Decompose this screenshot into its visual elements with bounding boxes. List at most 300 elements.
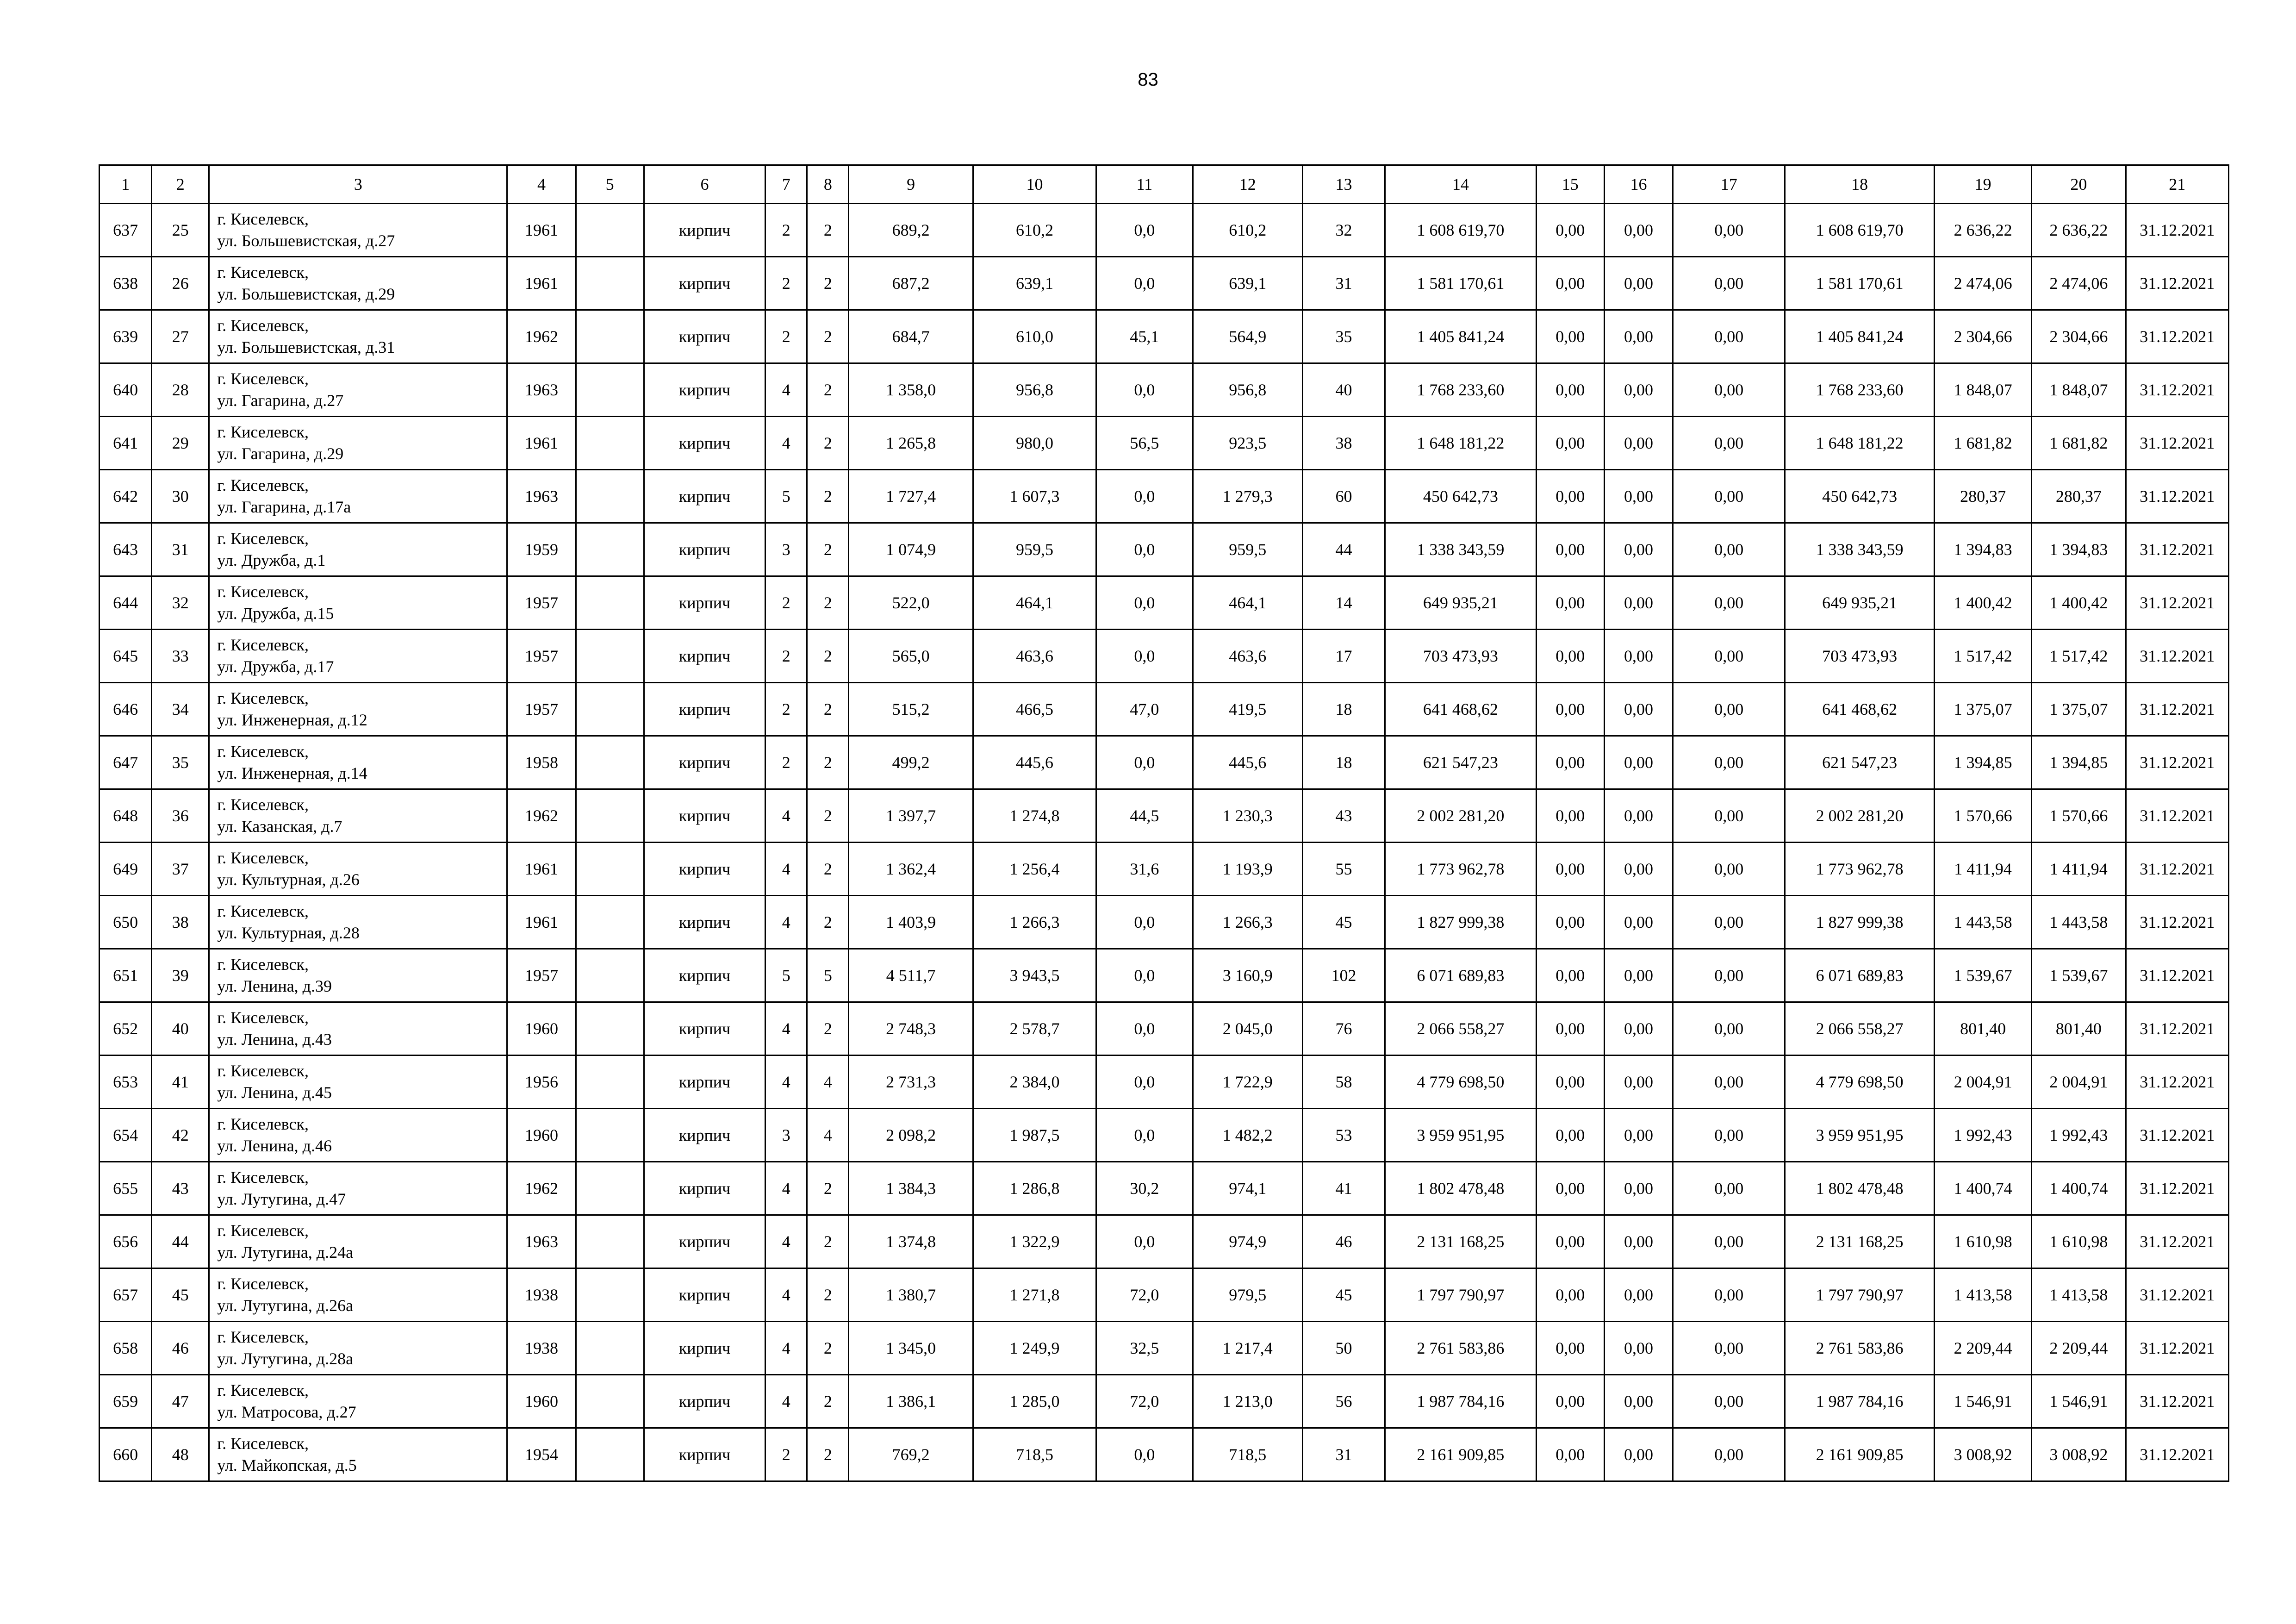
col16-cell: 0,00 [1604,204,1673,257]
col7-cell: 4 [765,1215,807,1268]
table-row [100,1322,2229,1375]
col16-cell: 0,00 [1604,310,1673,363]
col10-cell: 1 266,3 [973,896,1096,949]
col20-cell: 2 209,44 [2032,1322,2126,1375]
col21-cell: 31.12.2021 [2126,310,2228,363]
year-built-cell: 1956 [507,1056,576,1109]
address-city: г. Киселевск, [217,1274,309,1293]
address-city: г. Киселевск, [217,423,309,441]
year-built-cell: 1957 [507,630,576,683]
col8-cell: 2 [807,1162,849,1215]
row-number: 655 [100,1162,152,1215]
col12-cell: 2 045,0 [1193,1002,1302,1056]
col17-cell: 0,00 [1673,630,1785,683]
address-street: ул. Большевистская, д.31 [217,338,395,356]
col10-cell: 1 256,4 [973,843,1096,896]
col14-cell: 2 066 558,27 [1385,1002,1536,1056]
col9-cell: 684,7 [849,310,973,363]
col18-cell: 2 761 583,86 [1785,1322,1934,1375]
wall-material-cell: кирпич [644,576,765,630]
col9-cell: 1 362,4 [849,843,973,896]
col21-cell: 31.12.2021 [2126,736,2228,789]
address-street: ул. Казанская, д.7 [217,817,342,836]
col7-cell: 4 [765,1002,807,1056]
column-header: 19 [1934,165,2031,204]
col16-cell: 0,00 [1604,523,1673,576]
col5-cell [576,1428,644,1481]
col17-cell: 0,00 [1673,1428,1785,1481]
col14-cell: 1 802 478,48 [1385,1162,1536,1215]
col8-cell: 2 [807,1268,849,1322]
col9-cell: 1 727,4 [849,470,973,523]
year-built-cell: 1938 [507,1322,576,1375]
col14-cell: 2 131 168,25 [1385,1215,1536,1268]
col19-cell: 1 394,85 [1934,736,2031,789]
col10-cell: 1 322,9 [973,1215,1096,1268]
col9-cell: 1 345,0 [849,1322,973,1375]
col19-cell: 2 209,44 [1934,1322,2031,1375]
col13-cell: 45 [1302,1268,1385,1322]
col9-cell: 4 511,7 [849,949,973,1002]
row-number: 658 [100,1322,152,1375]
col5-cell [576,949,644,1002]
col18-cell: 703 473,93 [1785,630,1934,683]
col7-cell: 2 [765,683,807,736]
col17-cell: 0,00 [1673,470,1785,523]
address-street: ул. Ленина, д.46 [217,1137,332,1155]
address-street: ул. Культурная, д.28 [217,924,360,942]
col7-cell: 4 [765,1162,807,1215]
row-number: 641 [100,417,152,470]
col9-cell: 1 374,8 [849,1215,973,1268]
col5-cell [576,630,644,683]
col12-cell: 974,1 [1193,1162,1302,1215]
col7-cell: 5 [765,949,807,1002]
table-row [100,949,2229,1002]
column-header: 4 [507,165,576,204]
col20-cell: 1 570,66 [2032,789,2126,843]
col14-cell: 703 473,93 [1385,630,1536,683]
col16-cell: 0,00 [1604,1322,1673,1375]
address-city: г. Киселевск, [217,582,309,601]
address-cell [209,470,507,523]
col21-cell: 31.12.2021 [2126,949,2228,1002]
col11-cell: 72,0 [1096,1375,1193,1428]
table-row [100,789,2229,843]
year-built-cell: 1957 [507,576,576,630]
col8-cell: 2 [807,789,849,843]
col10-cell: 445,6 [973,736,1096,789]
col10-cell: 718,5 [973,1428,1096,1481]
address-cell [209,363,507,417]
col15-cell: 0,00 [1536,576,1604,630]
column-header: 21 [2126,165,2228,204]
col19-cell: 1 400,74 [1934,1162,2031,1215]
col12-cell: 610,2 [1193,204,1302,257]
sub-number: 29 [152,417,209,470]
col13-cell: 43 [1302,789,1385,843]
col20-cell: 1 681,82 [2032,417,2126,470]
col17-cell: 0,00 [1673,1002,1785,1056]
sub-number: 28 [152,363,209,417]
address-cell [209,204,507,257]
col20-cell: 1 400,42 [2032,576,2126,630]
col21-cell: 31.12.2021 [2126,1375,2228,1428]
col7-cell: 2 [765,204,807,257]
wall-material-cell: кирпич [644,470,765,523]
address-city: г. Киселевск, [217,636,309,654]
col10-cell: 956,8 [973,363,1096,417]
col16-cell: 0,00 [1604,1268,1673,1322]
col21-cell: 31.12.2021 [2126,896,2228,949]
col11-cell: 72,0 [1096,1268,1193,1322]
col12-cell: 464,1 [1193,576,1302,630]
col16-cell: 0,00 [1604,1056,1673,1109]
col14-cell: 1 987 784,16 [1385,1375,1536,1428]
col19-cell: 1 394,83 [1934,523,2031,576]
col8-cell: 2 [807,576,849,630]
col16-cell: 0,00 [1604,843,1673,896]
col16-cell: 0,00 [1604,630,1673,683]
sub-number: 44 [152,1215,209,1268]
col18-cell: 1 648 181,22 [1785,417,1934,470]
col18-cell: 4 779 698,50 [1785,1056,1934,1109]
wall-material-cell: кирпич [644,1322,765,1375]
column-header: 17 [1673,165,1785,204]
col9-cell: 2 098,2 [849,1109,973,1162]
col10-cell: 610,0 [973,310,1096,363]
col9-cell: 769,2 [849,1428,973,1481]
col10-cell: 2 384,0 [973,1056,1096,1109]
page-number: 83 [1138,69,1158,90]
address-city: г. Киселевск, [217,1062,309,1080]
col15-cell: 0,00 [1536,1002,1604,1056]
address-cell [209,1375,507,1428]
col11-cell: 0,0 [1096,1056,1193,1109]
col19-cell: 2 636,22 [1934,204,2031,257]
wall-material-cell: кирпич [644,789,765,843]
address-street: ул. Инженерная, д.14 [217,764,367,782]
address-cell [209,257,507,310]
table-row [100,204,2229,257]
col5-cell [576,1162,644,1215]
col10-cell: 1 286,8 [973,1162,1096,1215]
col15-cell: 0,00 [1536,683,1604,736]
address-city: г. Киселевск, [217,316,309,335]
col7-cell: 4 [765,1268,807,1322]
table-row [100,843,2229,896]
address-cell [209,1002,507,1056]
col11-cell: 0,0 [1096,949,1193,1002]
col20-cell: 3 008,92 [2032,1428,2126,1481]
col16-cell: 0,00 [1604,896,1673,949]
col5-cell [576,683,644,736]
col18-cell: 1 768 233,60 [1785,363,1934,417]
table-row [100,417,2229,470]
col21-cell: 31.12.2021 [2126,1322,2228,1375]
col13-cell: 18 [1302,683,1385,736]
col8-cell: 2 [807,310,849,363]
column-header: 6 [644,165,765,204]
sub-number: 39 [152,949,209,1002]
col5-cell [576,576,644,630]
col19-cell: 1 539,67 [1934,949,2031,1002]
col15-cell: 0,00 [1536,1322,1604,1375]
col19-cell: 2 474,06 [1934,257,2031,310]
col20-cell: 801,40 [2032,1002,2126,1056]
col7-cell: 2 [765,736,807,789]
address-city: г. Киселевск, [217,795,309,814]
wall-material-cell: кирпич [644,310,765,363]
col9-cell: 1 386,1 [849,1375,973,1428]
year-built-cell: 1961 [507,257,576,310]
col14-cell: 1 797 790,97 [1385,1268,1536,1322]
col15-cell: 0,00 [1536,1109,1604,1162]
address-cell [209,949,507,1002]
col5-cell [576,257,644,310]
address-street: ул. Большевистская, д.27 [217,231,395,250]
table-row [100,1215,2229,1268]
address-street: ул. Лутугина, д.28а [217,1349,354,1368]
column-header: 16 [1604,165,1673,204]
row-number: 647 [100,736,152,789]
col17-cell: 0,00 [1673,1056,1785,1109]
col17-cell: 0,00 [1673,843,1785,896]
col7-cell: 2 [765,576,807,630]
col19-cell: 1 848,07 [1934,363,2031,417]
wall-material-cell: кирпич [644,1428,765,1481]
wall-material-cell: кирпич [644,843,765,896]
col17-cell: 0,00 [1673,363,1785,417]
col13-cell: 17 [1302,630,1385,683]
wall-material-cell: кирпич [644,363,765,417]
address-city: г. Киселевск, [217,529,309,548]
column-header: 13 [1302,165,1385,204]
col10-cell: 1 285,0 [973,1375,1096,1428]
col5-cell [576,736,644,789]
col10-cell: 610,2 [973,204,1096,257]
row-number: 640 [100,363,152,417]
col14-cell: 649 935,21 [1385,576,1536,630]
col8-cell: 2 [807,1322,849,1375]
column-header: 9 [849,165,973,204]
col9-cell: 2 748,3 [849,1002,973,1056]
col9-cell: 515,2 [849,683,973,736]
col10-cell: 1 987,5 [973,1109,1096,1162]
col21-cell: 31.12.2021 [2126,1428,2228,1481]
col14-cell: 2 161 909,85 [1385,1428,1536,1481]
sub-number: 48 [152,1428,209,1481]
col9-cell: 1 358,0 [849,363,973,417]
address-street: ул. Лутугина, д.26а [217,1296,354,1315]
col15-cell: 0,00 [1536,736,1604,789]
row-number: 656 [100,1215,152,1268]
row-number: 643 [100,523,152,576]
col5-cell [576,843,644,896]
col20-cell: 1 400,74 [2032,1162,2126,1215]
col16-cell: 0,00 [1604,1109,1673,1162]
col13-cell: 102 [1302,949,1385,1002]
col13-cell: 40 [1302,363,1385,417]
col8-cell: 2 [807,363,849,417]
col8-cell: 2 [807,470,849,523]
address-street: ул. Гагарина, д.27 [217,391,344,410]
col8-cell: 2 [807,736,849,789]
col15-cell: 0,00 [1536,257,1604,310]
col11-cell: 0,0 [1096,363,1193,417]
col13-cell: 46 [1302,1215,1385,1268]
col17-cell: 0,00 [1673,1109,1785,1162]
col19-cell: 1 610,98 [1934,1215,2031,1268]
col16-cell: 0,00 [1604,1002,1673,1056]
col8-cell: 2 [807,683,849,736]
row-number: 653 [100,1056,152,1109]
col13-cell: 18 [1302,736,1385,789]
col21-cell: 31.12.2021 [2126,363,2228,417]
address-street: ул. Инженерная, д.12 [217,711,367,729]
col21-cell: 31.12.2021 [2126,1215,2228,1268]
col12-cell: 1 213,0 [1193,1375,1302,1428]
col15-cell: 0,00 [1536,789,1604,843]
col12-cell: 419,5 [1193,683,1302,736]
address-city: г. Киселевск, [217,1008,309,1027]
year-built-cell: 1959 [507,523,576,576]
col9-cell: 522,0 [849,576,973,630]
column-header: 10 [973,165,1096,204]
col18-cell: 450 642,73 [1785,470,1934,523]
row-number: 639 [100,310,152,363]
year-built-cell: 1957 [507,949,576,1002]
wall-material-cell: кирпич [644,257,765,310]
address-city: г. Киселевск, [217,955,309,974]
col13-cell: 58 [1302,1056,1385,1109]
col7-cell: 4 [765,1375,807,1428]
col16-cell: 0,00 [1604,1375,1673,1428]
col12-cell: 1 279,3 [1193,470,1302,523]
year-built-cell: 1960 [507,1109,576,1162]
address-street: ул. Майкопская, д.5 [217,1456,357,1474]
col11-cell: 0,0 [1096,736,1193,789]
col13-cell: 76 [1302,1002,1385,1056]
col11-cell: 0,0 [1096,1002,1193,1056]
col16-cell: 0,00 [1604,736,1673,789]
sub-number: 31 [152,523,209,576]
col13-cell: 32 [1302,204,1385,257]
table-row [100,1268,2229,1322]
year-built-cell: 1960 [507,1375,576,1428]
address-city: г. Киселевск, [217,369,309,388]
col12-cell: 923,5 [1193,417,1302,470]
address-cell [209,843,507,896]
col7-cell: 4 [765,1322,807,1375]
wall-material-cell: кирпич [644,736,765,789]
table-row [100,1109,2229,1162]
col17-cell: 0,00 [1673,1162,1785,1215]
year-built-cell: 1961 [507,417,576,470]
col8-cell: 2 [807,1002,849,1056]
col16-cell: 0,00 [1604,417,1673,470]
col20-cell: 1 443,58 [2032,896,2126,949]
col17-cell: 0,00 [1673,896,1785,949]
col17-cell: 0,00 [1673,204,1785,257]
wall-material-cell: кирпич [644,630,765,683]
col8-cell: 4 [807,1056,849,1109]
row-number: 644 [100,576,152,630]
wall-material-cell: кирпич [644,1109,765,1162]
col19-cell: 1 546,91 [1934,1375,2031,1428]
col10-cell: 464,1 [973,576,1096,630]
col9-cell: 1 380,7 [849,1268,973,1322]
col16-cell: 0,00 [1604,1215,1673,1268]
sub-number: 40 [152,1002,209,1056]
col17-cell: 0,00 [1673,1322,1785,1375]
col21-cell: 31.12.2021 [2126,576,2228,630]
column-header: 5 [576,165,644,204]
col11-cell: 56,5 [1096,417,1193,470]
row-number: 646 [100,683,152,736]
col20-cell: 280,37 [2032,470,2126,523]
col8-cell: 2 [807,1428,849,1481]
col17-cell: 0,00 [1673,417,1785,470]
col5-cell [576,1268,644,1322]
col10-cell: 3 943,5 [973,949,1096,1002]
col14-cell: 6 071 689,83 [1385,949,1536,1002]
sub-number: 47 [152,1375,209,1428]
col5-cell [576,1215,644,1268]
address-cell [209,1215,507,1268]
col18-cell: 1 773 962,78 [1785,843,1934,896]
col7-cell: 4 [765,843,807,896]
col5-cell [576,1002,644,1056]
sub-number: 27 [152,310,209,363]
row-number: 642 [100,470,152,523]
col14-cell: 621 547,23 [1385,736,1536,789]
col19-cell: 1 443,58 [1934,896,2031,949]
col14-cell: 2 002 281,20 [1385,789,1536,843]
address-street: ул. Ленина, д.39 [217,977,332,995]
col8-cell: 2 [807,257,849,310]
col12-cell: 1 217,4 [1193,1322,1302,1375]
col5-cell [576,310,644,363]
sub-number: 32 [152,576,209,630]
col8-cell: 4 [807,1109,849,1162]
col13-cell: 31 [1302,257,1385,310]
col14-cell: 1 768 233,60 [1385,363,1536,417]
col20-cell: 2 004,91 [2032,1056,2126,1109]
col7-cell: 2 [765,630,807,683]
col11-cell: 0,0 [1096,1428,1193,1481]
address-street: ул. Дружба, д.15 [217,604,334,623]
col17-cell: 0,00 [1673,1215,1785,1268]
col7-cell: 2 [765,310,807,363]
address-cell [209,1322,507,1375]
col18-cell: 2 002 281,20 [1785,789,1934,843]
col15-cell: 0,00 [1536,204,1604,257]
col11-cell: 0,0 [1096,204,1193,257]
col16-cell: 0,00 [1604,789,1673,843]
col15-cell: 0,00 [1536,1215,1604,1268]
col19-cell: 2 304,66 [1934,310,2031,363]
col5-cell [576,1109,644,1162]
sub-number: 33 [152,630,209,683]
col5-cell [576,523,644,576]
year-built-cell: 1961 [507,896,576,949]
wall-material-cell: кирпич [644,204,765,257]
row-number: 657 [100,1268,152,1322]
col12-cell: 1 722,9 [1193,1056,1302,1109]
col17-cell: 0,00 [1673,683,1785,736]
col14-cell: 1 581 170,61 [1385,257,1536,310]
